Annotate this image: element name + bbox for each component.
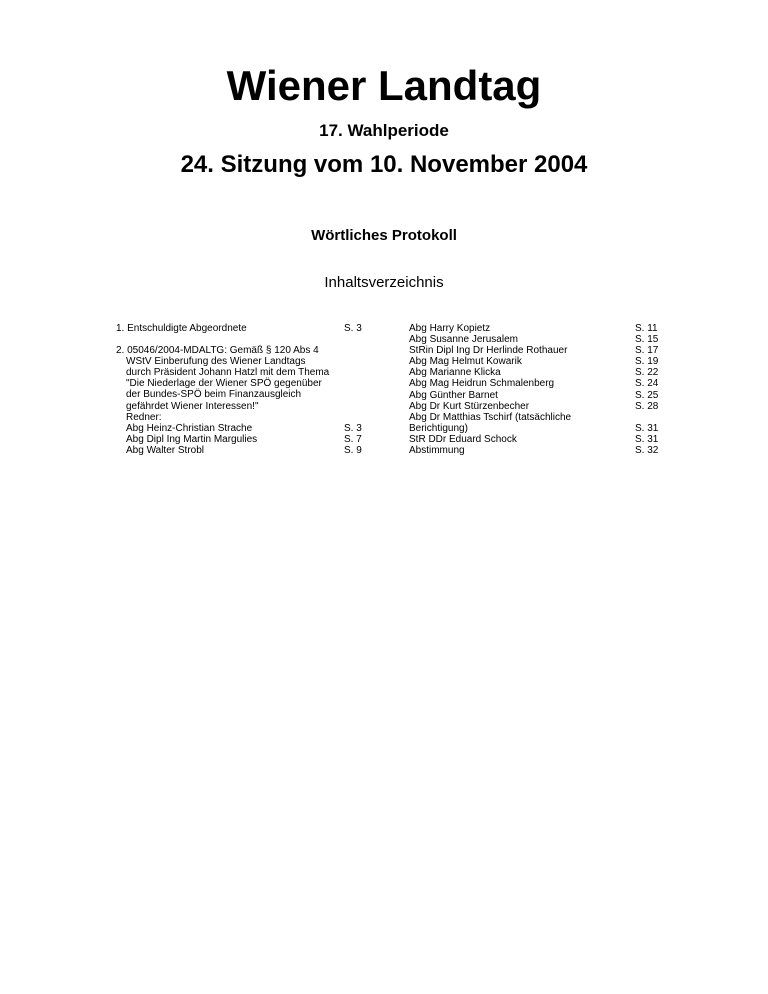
toc-vote-row: [409, 445, 657, 456]
speaker-page: S. 28: [635, 400, 659, 412]
vote-label: Abstimmung: [409, 445, 465, 457]
toc-entry-absent-members: [116, 323, 366, 334]
toc-speaker-row: [116, 445, 366, 456]
toc-left-column: [116, 323, 366, 456]
toc-speaker-row: [409, 367, 657, 378]
toc-entry-line: gefährdet Wiener Interessen!": [126, 400, 259, 412]
speaker-name: Abg Marianne Klicka: [409, 367, 501, 379]
toc-entry-line: WStV Einberufung des Wiener Landtags: [126, 356, 306, 368]
speaker-name: Abg Heinz-Christian Strache: [126, 422, 253, 434]
toc-speaker-row: [409, 356, 657, 367]
speaker-name-line: Berichtigung): [409, 422, 468, 434]
speaker-page: S. 7: [344, 433, 362, 445]
speaker-page: S. 31: [635, 433, 659, 445]
protocol-heading: Wörtliches Protokoll: [311, 227, 457, 244]
speaker-page: S. 15: [635, 334, 659, 346]
speaker-name: Abg Dipl Ing Martin Margulies: [126, 433, 258, 445]
speaker-name: StR DDr Eduard Schock: [409, 433, 517, 445]
document-title: Wiener Landtag: [226, 62, 542, 109]
toc-entry-line: "Die Niederlage der Wiener SPÖ gegenüber: [126, 378, 322, 390]
toc-speaker-row: [409, 345, 657, 356]
speaker-page: S. 11: [635, 323, 658, 334]
toc-right-column: [409, 323, 657, 456]
speaker-name: Abg Günther Barnet: [409, 389, 498, 401]
toc-speaker-row: [116, 423, 366, 434]
speaker-name: Abg Harry Kopietz: [409, 323, 491, 334]
toc-entry-line: der Bundes-SPÖ beim Finanzausgleich: [126, 389, 302, 401]
toc-speaker-row: [409, 378, 657, 389]
session-heading: 24. Sitzung vom 10. November 2004: [180, 151, 588, 178]
speaker-page: S. 17: [635, 345, 659, 357]
toc-speaker-row: [409, 401, 657, 412]
speaker-name: Abg Dr Kurt Stürzenbecher: [409, 400, 530, 412]
speaker-name: StRin Dipl Ing Dr Herlinde Rothauer: [409, 345, 568, 357]
speaker-page: S. 3: [344, 422, 362, 434]
speaker-page: S. 9: [344, 444, 362, 456]
toc-speaker-row: [116, 434, 366, 445]
toc-entry-line: durch Präsident Johann Hatzl mit dem Thema: [126, 367, 330, 379]
legislative-period: 17. Wahlperiode: [319, 121, 449, 140]
toc-entry-text: 1. Entschuldigte Abgeordnete: [116, 323, 247, 334]
toc-heading: Inhaltsverzeichnis: [324, 274, 444, 291]
vote-page: S. 32: [635, 445, 659, 457]
speaker-name-continuation: [409, 423, 657, 434]
speaker-page: S. 22: [635, 367, 659, 379]
speaker-name-line: Abg Dr Matthias Tschirf (tatsächliche: [409, 411, 572, 423]
toc-entry-page: S. 3: [344, 323, 362, 334]
toc-speaker-row-tschirf: [409, 412, 657, 434]
speaker-page: S. 24: [635, 378, 659, 390]
toc-speaker-row: [409, 434, 657, 445]
speaker-name: Abg Mag Helmut Kowarik: [409, 356, 522, 368]
speaker-name: Abg Mag Heidrun Schmalenberg: [409, 378, 555, 390]
speaker-name: Abg Walter Strobl: [126, 444, 204, 456]
toc-entry-line: 2. 05046/2004-MDALTG: Gemäß § 120 Abs 4: [116, 345, 319, 357]
speaker-page: S. 25: [635, 389, 659, 401]
speaker-page: S. 31: [635, 422, 659, 434]
toc-speaker-row: [409, 390, 657, 401]
speaker-page: S. 19: [635, 356, 659, 368]
toc-entry-line: Redner:: [126, 411, 162, 423]
toc-entry-agenda-item-2: [116, 345, 366, 423]
toc-speaker-row: [409, 323, 657, 334]
speaker-name: Abg Susanne Jerusalem: [409, 334, 518, 346]
toc-speaker-row: [409, 334, 657, 345]
